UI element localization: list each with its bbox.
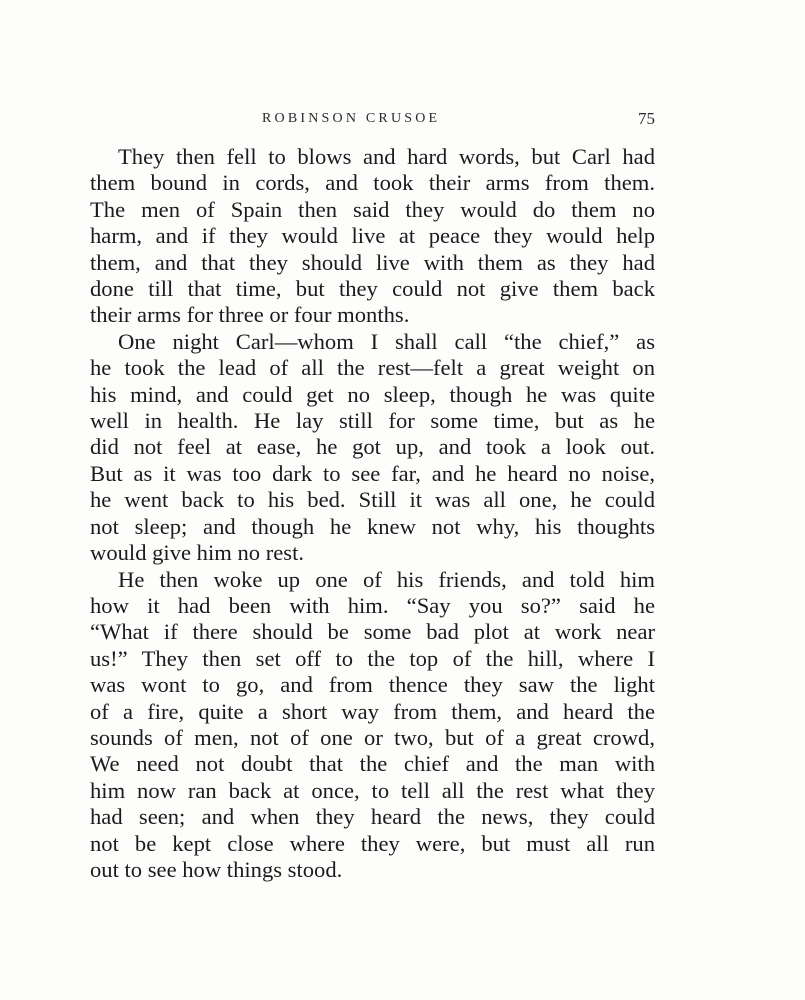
text-line: done till that time, but they could not give them back xyxy=(90,276,655,302)
text-line: he took the lead of all the rest—felt a great weight on xyxy=(90,355,655,381)
paragraph-1 xyxy=(90,144,655,329)
text-line: sounds of men, not of one or two, but of a great crowd, xyxy=(90,724,655,750)
text-line: did not feel at ease, he got up, and took a look out. xyxy=(90,434,655,460)
text-line: harm, and if they would live at peace they would help xyxy=(90,223,655,249)
text-line: not be kept close where they were, but must all run xyxy=(90,830,655,856)
text-line: “What if there should be some bad plot at work near xyxy=(90,619,655,645)
text-line: them bound in cords, and took their arms from them. xyxy=(90,170,655,196)
text-line: not sleep; and though he knew not why, his thoughts xyxy=(90,513,655,539)
running-title: ROBINSON CRUSOE xyxy=(262,111,441,126)
text-line: He then woke up one of his friends, and told him xyxy=(118,566,655,592)
text-line: But as it was too dark to see far, and he heard no noise, xyxy=(90,460,655,486)
text-line: out to see how things stood. xyxy=(90,856,343,882)
text-line: he went back to his bed. Still it was all one, he could xyxy=(90,487,655,513)
text-line: would give him no rest. xyxy=(90,540,304,566)
text-line: was wont to go, and from thence they saw the light xyxy=(90,672,655,698)
text-line: had seen; and when they heard the news, they could xyxy=(90,804,655,830)
paragraph-2 xyxy=(90,329,655,567)
page-number: 75 xyxy=(638,109,655,128)
body-text xyxy=(90,144,655,883)
text-line: them, and that they should live with them as they had xyxy=(90,249,655,275)
text-line: of a fire, quite a short way from them, and heard the xyxy=(90,698,655,724)
text-line: how it had been with him. “Say you so?” said he xyxy=(90,592,655,618)
text-line: their arms for three or four months. xyxy=(90,302,410,328)
text-line: his mind, and could get no sleep, though he was quite xyxy=(90,381,655,407)
text-line: us!” They then set off to the top of the hill, where I xyxy=(90,645,655,671)
text-line: well in health. He lay still for some time, but as he xyxy=(90,408,655,434)
text-line: They then fell to blows and hard words, but Carl had xyxy=(118,144,655,169)
text-line: We need not doubt that the chief and the man with xyxy=(90,751,655,777)
running-head xyxy=(90,111,655,131)
text-line: him now ran back at once, to tell all the rest what they xyxy=(90,777,655,803)
text-line: One night Carl—whom I shall call “the chief,” as xyxy=(118,328,655,354)
text-line: The men of Spain then said they would do them no xyxy=(90,196,655,222)
paragraph-3 xyxy=(90,567,655,884)
